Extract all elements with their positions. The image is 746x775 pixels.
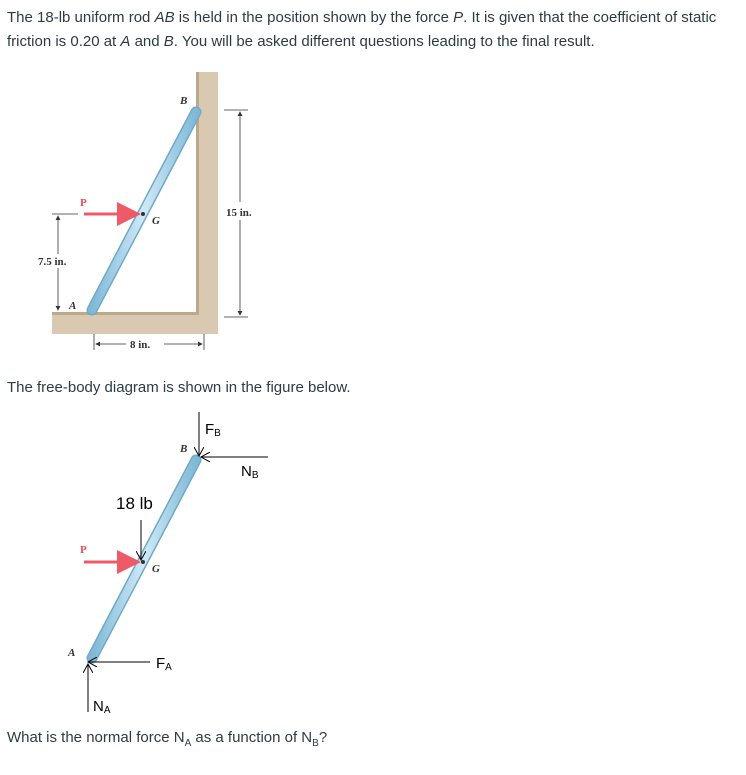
fbd-label-a: A (68, 647, 76, 659)
label-b: B (180, 95, 188, 107)
normal-b-label: NB (241, 463, 259, 481)
question-text: What is the normal force $N_A$ as a function of $N_B$? (7, 729, 328, 749)
center-of-gravity-point (141, 212, 145, 216)
normal-a-label: NA (93, 698, 111, 716)
free-body-diagram (0, 406, 300, 718)
dimension-15in: 15 in. (226, 207, 252, 219)
weight-label: 18 lb (116, 494, 153, 513)
friction-b-label: FB (205, 421, 221, 439)
rod-setup-figure (0, 66, 300, 366)
floor (52, 314, 218, 334)
label-p: P (80, 197, 87, 209)
problem-statement: The 18-lb uniform rod AB is held in the position shown by the force P. It is given that the coefficient of static friction is 0.20 at A and B. You will be asked different questions leading to the final result. (7, 9, 717, 50)
friction-a-label: FA (156, 655, 172, 673)
label-a: A (69, 300, 77, 312)
label-g: G (152, 215, 160, 227)
fbd-label-g: G (152, 563, 160, 575)
fbd-label-b: B (180, 443, 188, 455)
fbd-label-p: P (80, 544, 87, 556)
fbd-caption: The free-body diagram is shown in the figure below. (7, 379, 351, 396)
dimension-8in: 8 in. (130, 339, 151, 351)
dimension-7-5in: 7.5 in. (38, 256, 67, 268)
